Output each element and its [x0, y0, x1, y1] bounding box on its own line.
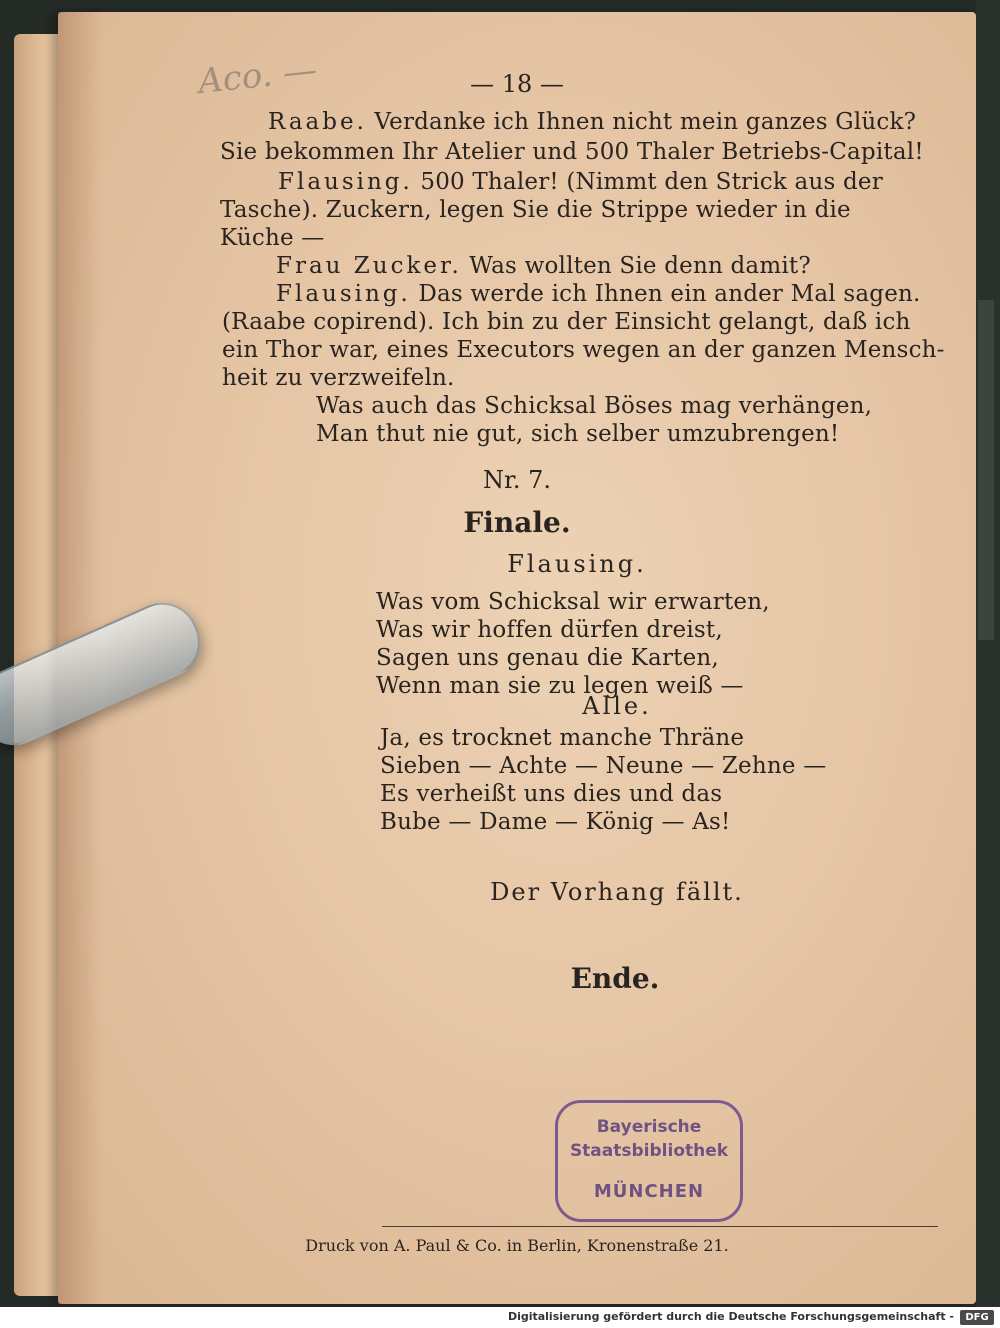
- printer-imprint: Druck von A. Paul & Co. in Berlin, Kronenstraße 21.: [305, 1236, 729, 1255]
- imprint-rule: [382, 1226, 938, 1227]
- verse-line: [316, 420, 839, 448]
- footer-bar: [0, 1307, 1000, 1328]
- right-page-edge: [976, 0, 1000, 1307]
- stamp-line: Staatsbibliothek: [569, 1141, 729, 1161]
- dialogue-text: Verdanke ich Ihnen nicht mein ganzes Glück?: [366, 109, 917, 135]
- dialogue-text: heit zu verzweifeln.: [222, 365, 455, 391]
- dialogue-line: [222, 336, 945, 364]
- speaker-name: Flausing.: [278, 169, 413, 195]
- dialogue-line: [276, 280, 921, 308]
- verse-line: [316, 392, 872, 420]
- speaker-heading: Alle.: [582, 692, 652, 720]
- dialogue-text: 500 Thaler! (Nimmt den Strick aus der: [412, 169, 883, 195]
- verse-line: Ja, es trocknet manche Thräne: [380, 725, 745, 751]
- dialogue-text: Sie bekommen Ihr Atelier und 500 Thaler Betriebs-Capital!: [220, 139, 924, 165]
- verse-line: Wenn man sie zu legen weiß —: [376, 673, 744, 699]
- section-title: Finale.: [463, 506, 571, 539]
- verse-line: Was wir hoffen dürfen dreist,: [376, 617, 723, 643]
- speaker-name: Raabe.: [268, 109, 367, 135]
- dialogue-text: Was auch das Schicksal Böses mag verhängen,: [316, 393, 873, 419]
- dialogue-text: Was wollten Sie denn damit?: [461, 253, 811, 279]
- dfg-logo-icon: DFG: [960, 1310, 994, 1325]
- speaker-name: Flausing.: [276, 281, 411, 307]
- section-number: Nr. 7.: [483, 466, 551, 494]
- stage-direction: Der Vorhang fällt.: [490, 878, 744, 906]
- handwritten-note: Aco. —: [196, 49, 319, 103]
- digitization-credit: Digitalisierung gefördert durch die Deutsche Forschungsgemeinschaft -: [507, 1310, 954, 1323]
- dialogue-text: Tasche). Zuckern, legen Sie die Strippe wieder in die: [220, 197, 851, 223]
- dialogue-line: [220, 138, 924, 166]
- verse-line: Was vom Schicksal wir erwarten,: [376, 589, 770, 615]
- stamp-line: Bayerische: [596, 1117, 702, 1137]
- verse-line: Sieben — Achte — Neune — Zehne —: [380, 753, 827, 779]
- dialogue-text: ein Thor war, eines Executors wegen an der ganzen Mensch-: [222, 337, 945, 363]
- verse-line: Bube — Dame — König — As!: [380, 809, 731, 835]
- end-mark: Ende.: [570, 962, 660, 995]
- dialogue-text: Man thut nie gut, sich selber umzubrengen!: [316, 421, 840, 447]
- page-number: — 18 —: [470, 70, 564, 98]
- dialogue-line: [220, 224, 325, 252]
- stamp-line: MÜNCHEN: [593, 1181, 705, 1202]
- dialogue-line: [276, 252, 811, 280]
- dialogue-line: [268, 108, 916, 136]
- verse-line: Es verheißt uns dies und das: [380, 781, 723, 807]
- dialogue-text: Das werde ich Ihnen ein ander Mal sagen.: [410, 281, 921, 307]
- dialogue-text: (Raabe copirend). Ich bin zu der Einsicht gelangt, daß ich: [222, 309, 911, 335]
- speaker-name: Frau Zucker.: [276, 253, 462, 279]
- speaker-heading: Flausing.: [507, 550, 647, 578]
- dialogue-line: [278, 168, 883, 196]
- dialogue-line: [220, 196, 851, 224]
- dialogue-text: Küche —: [220, 225, 325, 251]
- verse-line: Sagen uns genau die Karten,: [376, 645, 719, 671]
- dialogue-line: [222, 308, 911, 336]
- library-stamp: [555, 1100, 743, 1222]
- dialogue-line: [222, 364, 455, 392]
